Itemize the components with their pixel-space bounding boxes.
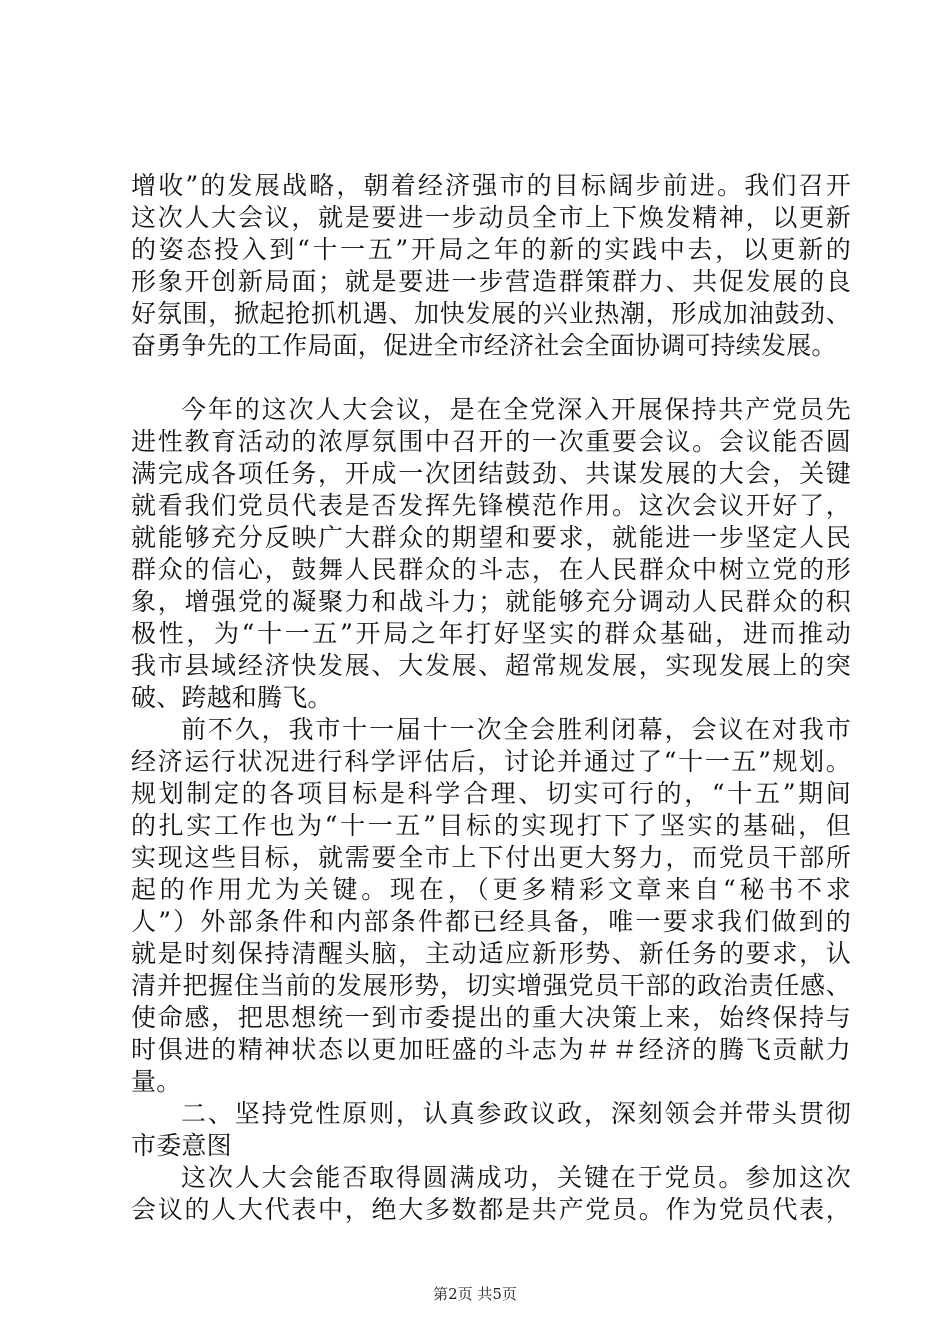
paragraph [131,170,851,362]
page-footer [0,1283,950,1304]
paragraph [131,1162,851,1226]
text-line: 规划制定的各项目标是科学合理、切实可行的，“十五”期间 [131,779,851,808]
text-line: 极性，为“十一五”开局之年打好坚实的群众基础，进而推动 [131,619,851,648]
text-line: 今年的这次人大会议，是在全党深入开展保持共产党员先 [181,395,851,424]
text-line: 好氛围，掀起抢抓机遇、加快发展的兴业热潮，形成加油鼓劲、 [131,299,851,328]
section-heading [131,1098,851,1162]
text-line: 使命感，把思想统一到市委提出的重大决策上来，始终保持与 [131,1003,851,1032]
text-line: 实现这些目标，就需要全市上下付出更大努力，而党员干部所 [131,843,851,872]
text-line: 的姿态投入到“十一五”开局之年的新的实践中去，以更新的 [131,235,851,264]
text-line: 满完成各项任务，开成一次团结鼓劲、共谋发展的大会，关键 [131,459,851,488]
text-line: 前不久，我市十一届十一次全会胜利闭幕，会议在对我市 [181,715,851,744]
text-line: 二、坚持党性原则，认真参政议政，深刻领会并带头贯彻 [181,1099,851,1128]
text-line: 我市县域经济快发展、大发展、超常规发展，实现发展上的突 [131,651,851,680]
text-line: 清并把握住当前的发展形势，切实增强党员干部的政治责任感、 [131,971,851,1000]
text-line: 进性教育活动的浓厚氛围中召开的一次重要会议。会议能否圆 [131,427,851,456]
text-line: 破、跨越和腾飞。 [131,683,333,712]
text-line: 人”）外部条件和内部条件都已经具备，唯一要求我们做到的 [131,907,851,936]
page-number: 第2页 共5页 [433,1285,517,1303]
document-body [131,170,851,1226]
text-line: 就能够充分反映广大群众的期望和要求，就能进一步坚定人民 [131,523,851,552]
text-line: 就是时刻保持清醒头脑，主动适应新形势、新任务的要求，认 [131,939,851,968]
paragraph-gap [131,362,851,394]
text-line: 形象开创新局面；就是要进一步营造群策群力、共促发展的良 [131,267,851,296]
text-line: 量。 [131,1067,182,1096]
text-line: 经济运行状况进行科学评估后，讨论并通过了“十一五”规划。 [131,747,851,776]
text-line: 起的作用尤为关键。现在，（更多精彩文章来自“秘书不求 [131,875,851,904]
text-line: 时俱进的精神状态以更加旺盛的斗志为＃＃经济的腾飞贡献力 [131,1035,851,1064]
text-line: 就看我们党员代表是否发挥先锋模范作用。这次会议开好了， [131,491,851,520]
text-line: 市委意图 [131,1131,232,1160]
paragraph [131,394,851,714]
text-line: 象，增强党的凝聚力和战斗力；就能够充分调动人民群众的积 [131,587,851,616]
text-line: 这次人大会能否取得圆满成功，关键在于党员。参加这次 [181,1163,851,1192]
text-line: 增收”的发展战略，朝着经济强市的目标阔步前进。我们召开 [131,171,851,200]
text-line: 会议的人大代表中，绝大多数都是共产党员。作为党员代表， [131,1195,851,1224]
text-line: 这次人大会议，就是要进一步动员全市上下焕发精神，以更新 [131,203,851,232]
paragraph [131,714,851,1098]
text-line: 奋勇争先的工作局面，促进全市经济社会全面协调可持续发展。 [131,331,837,360]
text-line: 群众的信心，鼓舞人民群众的斗志，在人民群众中树立党的形 [131,555,851,584]
text-line: 的扎实工作也为“十一五”目标的实现打下了坚实的基础，但 [131,811,851,840]
